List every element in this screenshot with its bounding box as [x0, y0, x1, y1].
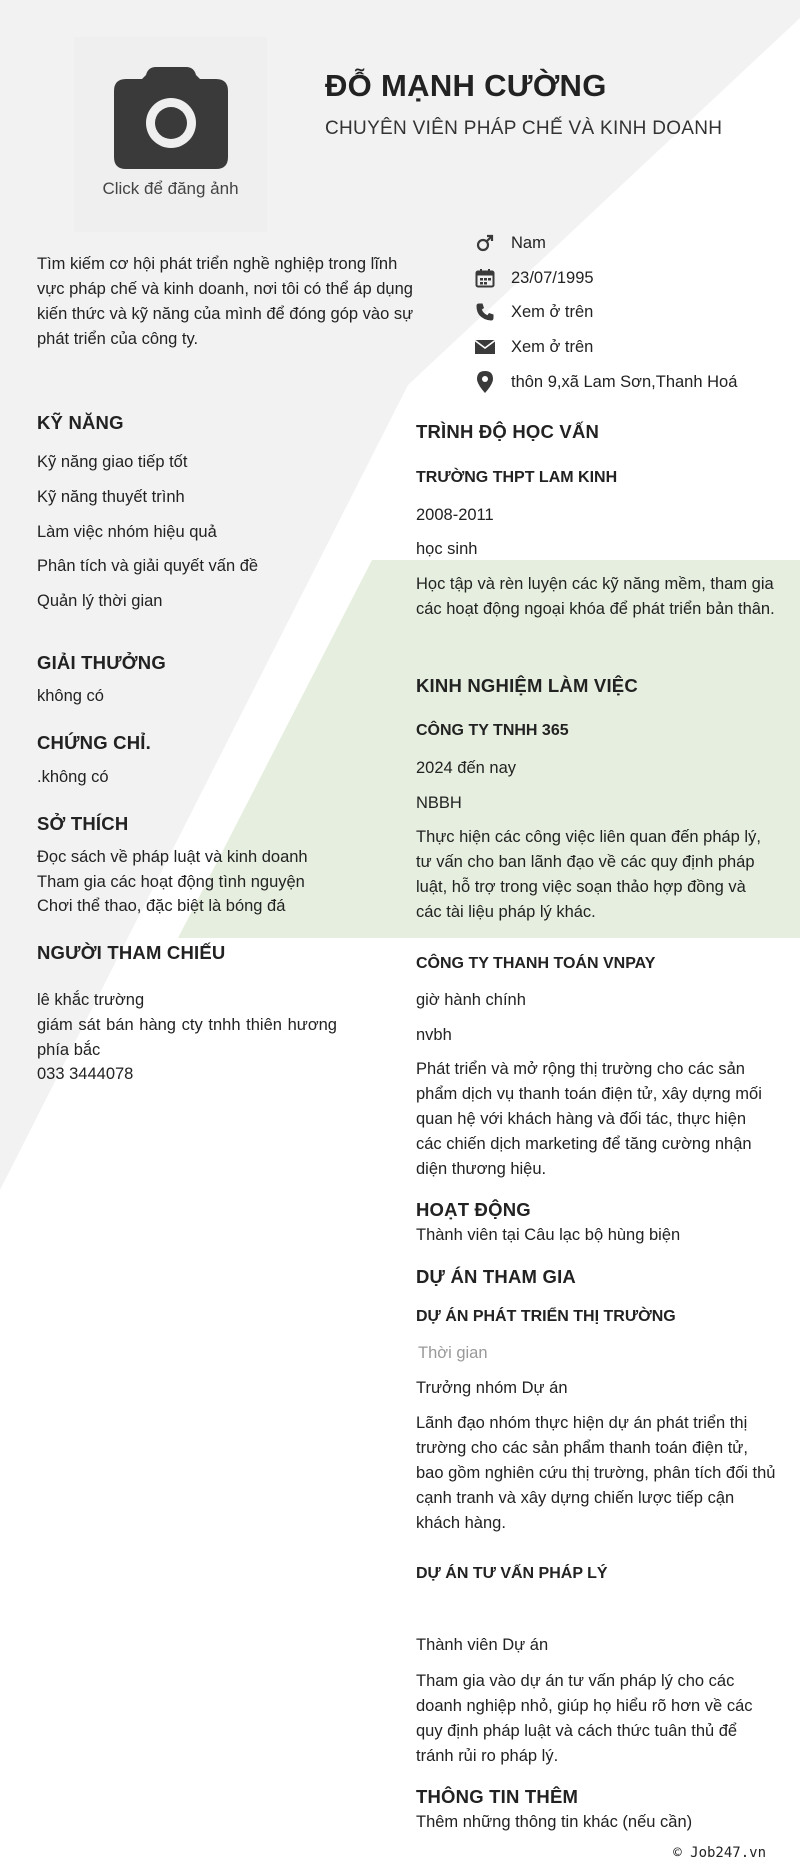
additional-info-title: THÔNG TIN THÊM: [416, 1786, 579, 1807]
skill-item: Kỹ năng thuyết trình: [37, 488, 185, 506]
address-value: thôn 9,xã Lam Sơn,Thanh Hoá: [511, 372, 738, 391]
job-company: CÔNG TY THANH TOÁN VNPAY: [416, 955, 656, 972]
gender-icon: [473, 232, 497, 254]
phone-icon: [473, 301, 497, 323]
project-description: Tham gia vào dự án tư vấn pháp lý cho các doanh nghiệp nhỏ, giúp họ hiểu rõ hơn về các quy định pháp luật và cách thức tuân thủ để tránh rủi ro pháp lý.: [416, 1672, 753, 1765]
project-name: DỰ ÁN PHÁT TRIỂN THỊ TRƯỜNG: [416, 1308, 676, 1325]
certificates-title: CHỨNG CHỈ.: [37, 732, 151, 753]
camera-icon: [112, 65, 230, 175]
job-title: CHUYÊN VIÊN PHÁP CHẾ VÀ KINH DOANH: [325, 118, 723, 139]
school-name: TRƯỜNG THPT LAM KINH: [416, 469, 618, 486]
education-major: học sinh: [416, 540, 478, 558]
photo-upload-area[interactable]: [74, 37, 267, 232]
education-description: Học tập và rèn luyện các kỹ năng mềm, tham gia các hoạt động ngoại khóa để phát triển bản thân.: [416, 575, 775, 618]
contact-address: [473, 368, 737, 396]
job-period: 2024 đến nay: [416, 759, 517, 777]
reference-phone: 033 3444078: [37, 1065, 134, 1083]
skill-item: Phân tích và giải quyết vấn đề: [37, 557, 259, 575]
education-title: TRÌNH ĐỘ HỌC VẤN: [416, 421, 600, 442]
job-description: Phát triển và mở rộng thị trường cho các sản phẩm dịch vụ thanh toán điện tử, xây dựng mối quan hệ với khách hàng và đối tác, thực hiện các chiến dịch marketing để tăng cường nhận diện thương hiệu.: [416, 1060, 762, 1178]
project-role: Trưởng nhóm Dự án: [416, 1379, 568, 1397]
education-period: 2008-2011: [416, 506, 494, 524]
contact-gender: [473, 229, 546, 257]
contact-phone: [473, 298, 593, 326]
job-position: NBBH: [416, 794, 462, 812]
job-company: CÔNG TY TNHH 365: [416, 722, 569, 739]
footer-copyright: © Job247.vn: [673, 1845, 766, 1861]
job-position: nvbh: [416, 1026, 452, 1044]
hobbies-title: SỞ THÍCH: [37, 813, 129, 834]
calendar-icon: [473, 267, 497, 289]
birthday-value: 23/07/1995: [511, 268, 594, 287]
skill-item: Kỹ năng giao tiếp tốt: [37, 453, 188, 471]
skills-title: KỸ NĂNG: [37, 412, 124, 433]
project-description: Lãnh đạo nhóm thực hiện dự án phát triển thị trường cho các sản phẩm thanh toán điện tử, bao gồm nghiên cứu thị trường, phân tích đối thủ cạnh tranh và xây dựng chiến lược tiếp cận khách hàng.: [416, 1414, 776, 1532]
reference-position: giám sát bán hàng cty tnhh thiên hương phía bắc: [37, 1016, 337, 1059]
project-name: DỰ ÁN TƯ VẤN PHÁP LÝ: [416, 1565, 608, 1582]
career-objective: Tìm kiếm cơ hội phát triển nghề nghiệp trong lĩnh vực pháp chế và kinh doanh, nơi tôi có thể áp dụng kiến thức và kỹ năng của mình để đóng góp vào sự phát triển của công ty.: [37, 255, 414, 348]
gender-value: Nam: [511, 233, 546, 252]
job-description: Thực hiện các công việc liên quan đến pháp lý, tư vấn cho ban lãnh đạo về các quy định pháp luật, hỗ trợ trong việc soạn thảo hợp đồng và các tài liệu pháp lý khác.: [416, 828, 761, 921]
contact-email: [473, 333, 593, 361]
projects-title: DỰ ÁN THAM GIA: [416, 1266, 576, 1287]
envelope-icon: [473, 336, 497, 358]
hobby-item: Tham gia các hoạt động tình nguyện: [37, 873, 305, 891]
full-name: ĐỖ MẠNH CƯỜNG: [325, 68, 607, 103]
email-value: Xem ở trên: [511, 337, 594, 356]
project-time-field[interactable]: Thời gian: [418, 1344, 488, 1362]
skill-item: Làm việc nhóm hiệu quả: [37, 523, 217, 541]
job-period: giờ hành chính: [416, 991, 526, 1009]
reference-name: lê khắc trường: [37, 991, 145, 1009]
references-title: NGƯỜI THAM CHIẾU: [37, 942, 226, 963]
contact-birthday: [473, 264, 594, 292]
certificates-text: .không có: [37, 768, 109, 786]
project-role: Thành viên Dự án: [416, 1636, 549, 1654]
location-pin-icon: [473, 371, 497, 393]
hobby-item: Chơi thể thao, đặc biệt là bóng đá: [37, 897, 286, 915]
awards-text: không có: [37, 687, 104, 705]
skill-item: Quản lý thời gian: [37, 592, 163, 610]
activities-title: HOẠT ĐỘNG: [416, 1199, 531, 1220]
activities-text: Thành viên tại Câu lạc bộ hùng biện: [416, 1226, 681, 1244]
phone-value: Xem ở trên: [511, 302, 594, 321]
experience-title: KINH NGHIỆM LÀM VIỆC: [416, 675, 638, 696]
photo-upload-label: Click để đăng ảnh: [102, 179, 239, 198]
hobby-item: Đọc sách về pháp luật và kinh doanh: [37, 848, 308, 866]
awards-title: GIẢI THƯỞNG: [37, 652, 166, 673]
additional-info-text: Thêm những thông tin khác (nếu cần): [416, 1813, 693, 1831]
